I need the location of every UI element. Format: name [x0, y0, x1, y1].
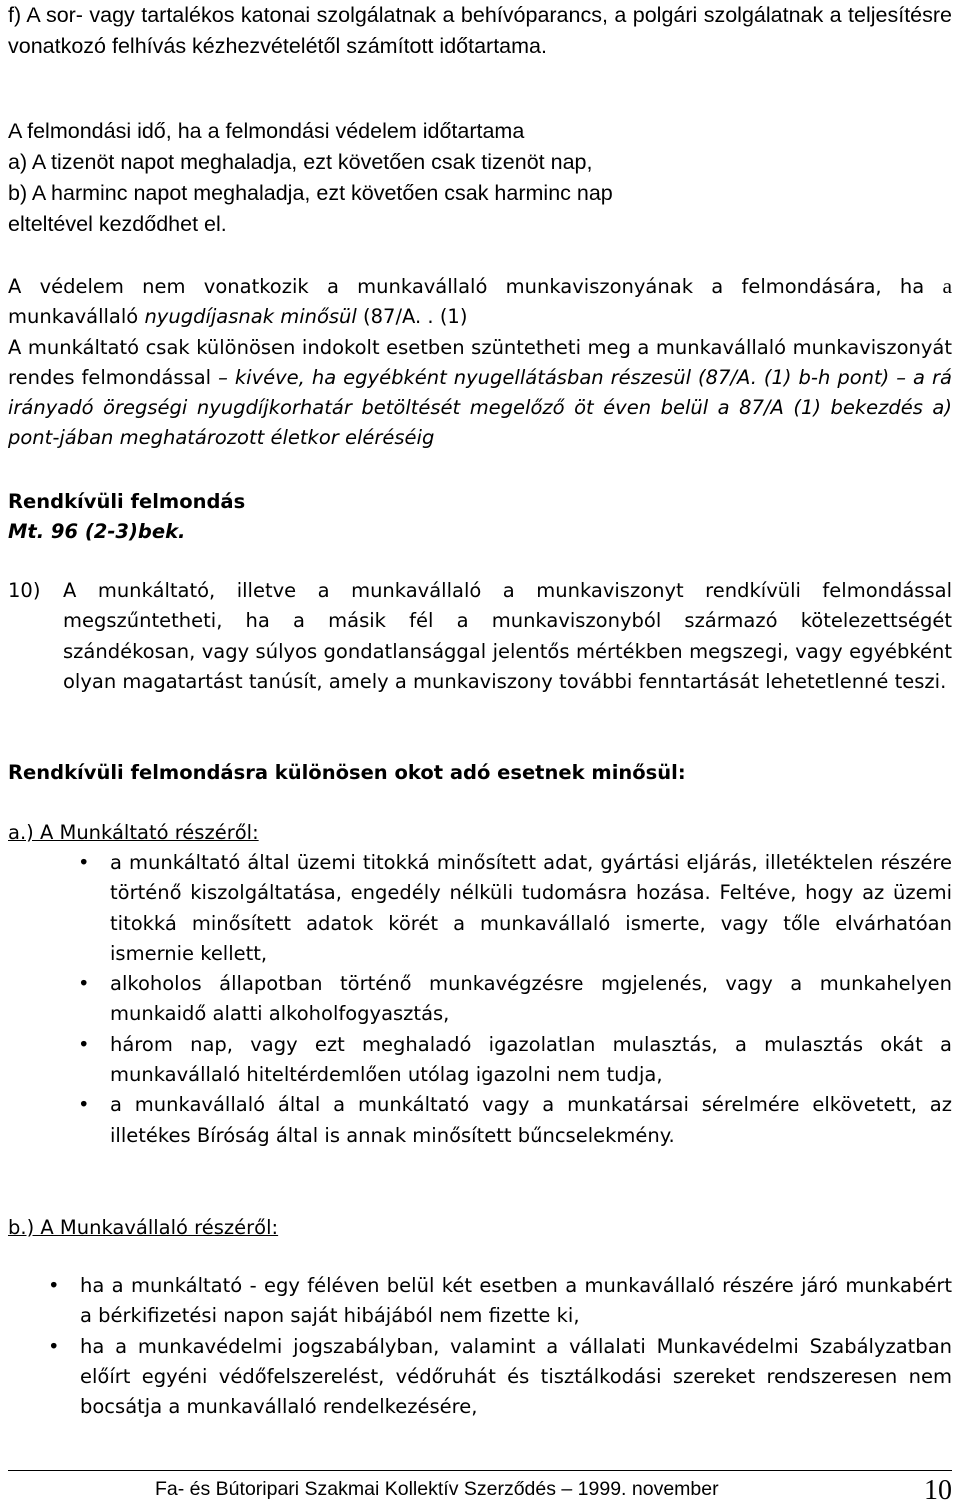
protection-line-1: A védelem nem vonatkozik a munkavállaló munkaviszonyának a felmondására, ha a — [8, 274, 952, 298]
list-item-text: alkoholos állapotban történő munkavégzésre mgjelenés, vagy a munkahelyen munkaidő alatti alkoholfogyasztás, — [110, 972, 952, 1026]
bullet-icon: • — [78, 972, 90, 996]
notice-line-a: a) A tizenöt napot meghaladja, ezt követően csak tizenöt nap, — [8, 150, 593, 174]
notice-line: A felmondási idő, ha a felmondási védelem időtartama — [8, 119, 525, 143]
section-b-title: b.) A Munkavállaló részéről: — [8, 1216, 279, 1239]
list-item — [78, 969, 952, 1030]
list-item — [78, 1090, 952, 1151]
heading-extraordinary-termination: Rendkívüli felmondás — [8, 490, 246, 513]
list-item-text: a munkavállaló által a munkáltató vagy a munkatársai sérelmére elkövetett, az illetékes Bíróság által is annak minősített bűncselekmény. — [110, 1093, 952, 1147]
bullet-icon: • — [48, 1274, 60, 1297]
protection-line-2: munkavállaló nyugdíjasnak minősül (87/A. . (1) — [8, 305, 468, 329]
heading-reference: Mt. 96 (2-3)bek. — [8, 520, 186, 543]
protection-paragraph — [8, 271, 952, 454]
bullet-icon: • — [78, 851, 90, 874]
list-item-text: ha a munkáltató - egy féléven belül két esetben a munkavállaló részére járó munkabért a bérkifizetési napon saját hibájából nem fizette ki, — [80, 1274, 952, 1328]
section-b-list — [48, 1271, 952, 1422]
bullet-icon: • — [78, 1032, 90, 1056]
paragraph-f: f) A sor- vagy tartalékos katonai szolgálatnak a behívóparancs, a polgári szolgálatnak a teljesítésre vonatkozó felhívás kézhezvételétől számított időtartama. — [8, 3, 952, 58]
list-item-text: ha a munkavédelmi jogszabályban, valamint a vállalati Munkavédelmi Szabályzatban előírt egyéni védőfelszerelést, védőruhát és tisztálkodási szereket rendszeresen nem bocsátja a munkavállaló rendelkezésére, — [80, 1334, 952, 1419]
footer-text: Fa- és Bútoripari Szakmai Kollektív Szerződés – 1999. november — [155, 1478, 719, 1500]
notice-line-b: b) A harminc napot meghaladja, ezt követően csak harminc nap — [8, 181, 613, 205]
section-a-title: a.) A Munkáltató részéről: — [8, 821, 259, 844]
list-item-text: a munkáltató által üzemi titokká minősített adat, gyártási eljárás, illetéktelen részére történő kiszolgáltatása, engedély nélküli tudomásra hozása. Feltéve, hogy az üzemi titokká minősített adatok körét a munkavállaló ismerte, vagy tőle elvárhatóan ismernie kellett, — [110, 851, 952, 965]
item-10 — [8, 576, 952, 697]
list-item — [78, 1030, 952, 1091]
list-item — [48, 1332, 952, 1423]
footer-divider — [8, 1470, 952, 1471]
page-number: 10 — [924, 1475, 952, 1506]
item-10-text: A munkáltató, illetve a munkavállaló a munkaviszonyt rendkívüli felmondással megszűntetheti, ha a másik fél a munkaviszonyból származó kötelezettségét szándékosan, vagy súlyos gondatlansággal jelentős mértékben megszegi, vagy egyébként olyan magatartást tanúsít, amely a munkaviszony további fenntartását lehetetlenné teszi. — [63, 579, 952, 693]
bullet-icon: • — [78, 1093, 90, 1117]
list-item — [78, 848, 952, 969]
heading-grounds: Rendkívüli felmondásra különösen okot adó esetnek minősül: — [8, 761, 686, 784]
notice-line-c: elteltével kezdődhet el. — [8, 212, 227, 236]
item-10-label: 10) — [8, 579, 41, 602]
bullet-icon: • — [48, 1334, 60, 1358]
list-item-text: három nap, vagy ezt meghaladó igazolatlan mulasztás, a mulasztás okát a munkavállaló hiteltérdemlően utólag igazolni nem tudja, — [110, 1032, 952, 1087]
notice-period-block — [8, 116, 952, 240]
list-item — [48, 1271, 952, 1332]
section-a-list — [78, 848, 952, 1151]
protection-line-3: A munkáltató csak különösen indokolt esetben szüntetheti meg a munkavállaló munkaviszonyát rendes felmondással – kivéve, ha egyébként nyugellátásban részesül (87/A. (1) b-h pont) – a rá irányadó öregségi nyugdíjkorhatár betöltését megelőző öt éven belül a 87/A (1) bekezdés a) pont-jában meghatározott életkor eléréséig — [8, 335, 952, 450]
